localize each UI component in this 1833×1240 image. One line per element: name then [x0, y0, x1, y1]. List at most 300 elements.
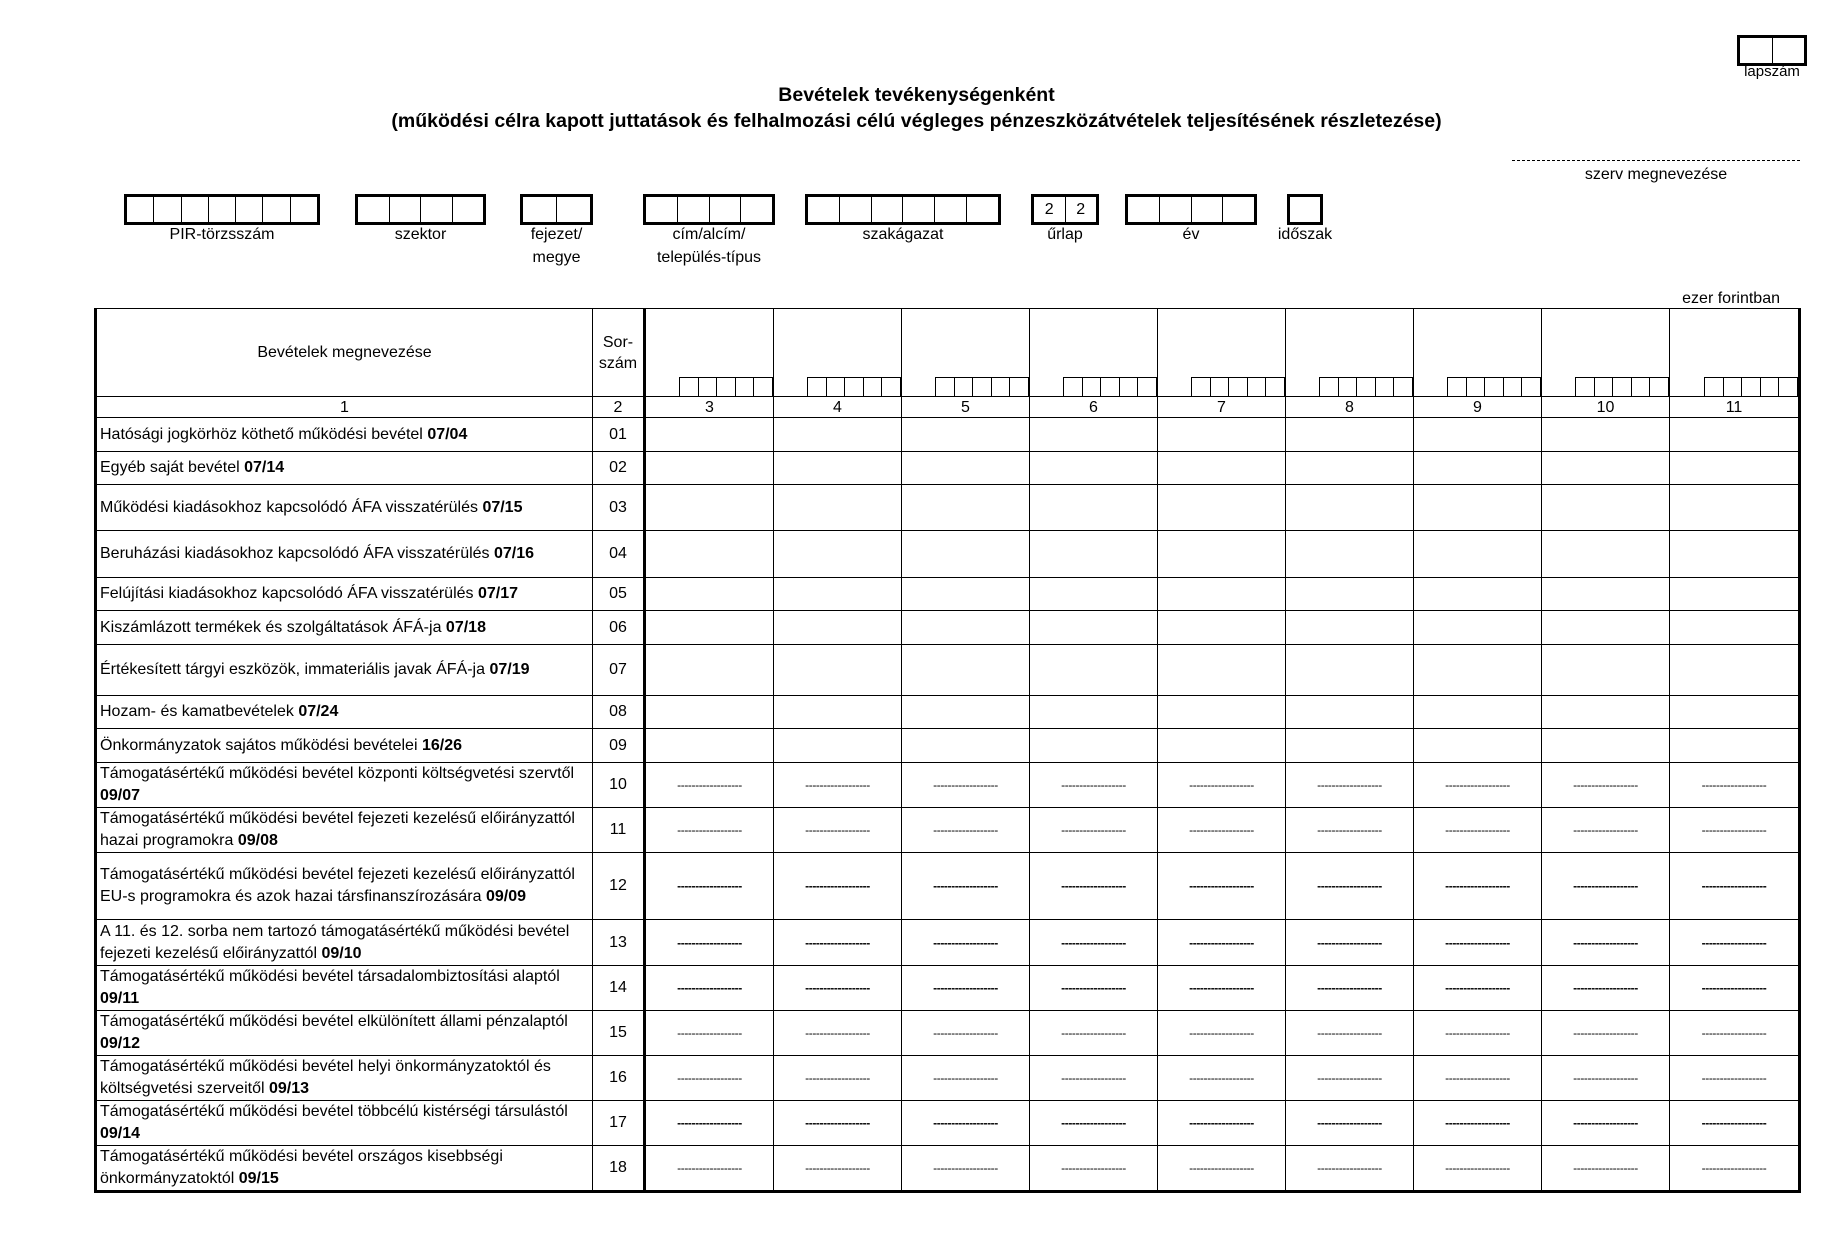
page-number-label: lapszám: [1744, 63, 1800, 80]
row-name-text: Felújítási kiadásokhoz kapcsolódó ÁFA visszatérülés: [100, 585, 474, 602]
column-number-row: [96, 397, 1800, 418]
value-cell: [1030, 1056, 1158, 1101]
value-cell[interactable]: [1030, 531, 1158, 578]
value-cell[interactable]: [1414, 696, 1542, 729]
not-applicable-dash: ------------------: [1061, 1071, 1126, 1085]
value-cell[interactable]: [1286, 452, 1414, 485]
value-cell: [1286, 1101, 1414, 1146]
row-name: [96, 966, 593, 1011]
not-applicable-dash: ------------------: [1701, 1071, 1767, 1085]
value-cell[interactable]: [1286, 696, 1414, 729]
value-cell: [1158, 1146, 1286, 1192]
value-cell: [1414, 1056, 1542, 1101]
value-cell[interactable]: [1414, 452, 1542, 485]
not-applicable-dash: ------------------: [805, 879, 870, 893]
not-applicable-dash: ------------------: [805, 1026, 870, 1040]
value-cell: [1670, 808, 1800, 853]
cim-box[interactable]: [643, 194, 775, 225]
not-applicable-dash: ------------------: [1061, 879, 1126, 893]
table-row: [96, 763, 1800, 808]
not-applicable-dash: ------------------: [1573, 1071, 1638, 1085]
value-cell: [1670, 920, 1800, 966]
table-row: [96, 808, 1800, 853]
ev-box[interactable]: [1125, 194, 1257, 225]
value-cell: [645, 920, 774, 966]
col-code-header[interactable]: [1670, 309, 1800, 397]
value-cell[interactable]: [1030, 729, 1158, 763]
col-code-header[interactable]: [902, 309, 1030, 397]
row-number: 10: [593, 763, 645, 808]
value-cell[interactable]: [1286, 531, 1414, 578]
value-cell: [902, 763, 1030, 808]
value-cell: [645, 966, 774, 1011]
value-cell[interactable]: [1414, 485, 1542, 531]
not-applicable-dash: ------------------: [805, 981, 870, 995]
value-cell: [1542, 808, 1670, 853]
value-cell[interactable]: [1542, 696, 1670, 729]
row-name: [96, 485, 593, 531]
value-cell[interactable]: [1030, 611, 1158, 645]
not-applicable-dash: ------------------: [1061, 823, 1126, 837]
not-applicable-dash: ------------------: [1189, 1161, 1254, 1175]
not-applicable-dash: ------------------: [1189, 1026, 1254, 1040]
page-number-digit[interactable]: [1773, 38, 1805, 63]
row-code: 16/26: [421, 736, 462, 754]
value-cell[interactable]: [1158, 531, 1286, 578]
not-applicable-dash: ------------------: [677, 1116, 742, 1130]
urlap-label: űrlap: [1047, 226, 1083, 243]
value-cell[interactable]: [1030, 452, 1158, 485]
row-name: [96, 1146, 593, 1192]
value-cell[interactable]: [1030, 645, 1158, 696]
value-cell[interactable]: [1414, 645, 1542, 696]
not-applicable-dash: ------------------: [1445, 823, 1510, 837]
value-cell: [1286, 853, 1414, 920]
szektor-box[interactable]: [355, 194, 486, 225]
not-applicable-dash: ------------------: [677, 1161, 742, 1175]
table-row: [96, 485, 1800, 531]
row-code: 07/19: [489, 661, 530, 678]
value-cell[interactable]: [1542, 418, 1670, 452]
value-cell[interactable]: [1414, 729, 1542, 763]
value-cell: [1158, 920, 1286, 966]
table-row: [96, 966, 1800, 1011]
value-cell[interactable]: [645, 611, 774, 645]
value-cell[interactable]: [902, 645, 1030, 696]
not-applicable-dash: ------------------: [1317, 1071, 1382, 1085]
value-cell: [1414, 920, 1542, 966]
value-cell: [1414, 808, 1542, 853]
not-applicable-dash: ------------------: [677, 1026, 742, 1040]
value-cell: [1542, 1011, 1670, 1056]
not-applicable-dash: ------------------: [1573, 1161, 1638, 1175]
value-cell: [1542, 1056, 1670, 1101]
not-applicable-dash: ------------------: [933, 981, 998, 995]
szakagazat-box[interactable]: [805, 194, 1001, 225]
value-cell: [1286, 966, 1414, 1011]
table-row: [96, 729, 1800, 763]
column-number: 6: [1030, 397, 1158, 418]
not-applicable-dash: ------------------: [1061, 778, 1126, 792]
row-name: [96, 578, 593, 611]
value-cell[interactable]: [774, 645, 902, 696]
value-cell[interactable]: [1158, 611, 1286, 645]
not-applicable-dash: ------------------: [677, 879, 742, 893]
row-number: 05: [593, 578, 645, 611]
value-cell[interactable]: [1542, 611, 1670, 645]
value-cell[interactable]: [774, 452, 902, 485]
row-code: 09/09: [485, 888, 526, 905]
not-applicable-dash: ------------------: [1573, 981, 1638, 995]
not-applicable-dash: ------------------: [933, 879, 998, 893]
value-cell[interactable]: [1286, 485, 1414, 531]
not-applicable-dash: ------------------: [1445, 981, 1510, 995]
value-cell: [774, 808, 902, 853]
col-code-header[interactable]: [1030, 309, 1158, 397]
value-cell: [774, 1101, 902, 1146]
not-applicable-dash: ------------------: [1317, 1026, 1382, 1040]
value-cell[interactable]: [902, 485, 1030, 531]
not-applicable-dash: ------------------: [677, 935, 742, 950]
not-applicable-dash: ------------------: [1189, 935, 1254, 950]
pir-box[interactable]: [124, 194, 320, 225]
value-cell: [774, 1146, 902, 1192]
not-applicable-dash: ------------------: [933, 1161, 998, 1175]
value-cell: [1030, 920, 1158, 966]
value-cell: [902, 1056, 1030, 1101]
value-cell: [1286, 1056, 1414, 1101]
value-cell[interactable]: [902, 696, 1030, 729]
fejezet-box[interactable]: [520, 194, 593, 225]
row-name: [96, 452, 593, 485]
table-row: [96, 452, 1800, 485]
value-cell[interactable]: [645, 485, 774, 531]
value-cell: [1542, 966, 1670, 1011]
not-applicable-dash: ------------------: [1189, 778, 1254, 792]
row-number: 08: [593, 696, 645, 729]
not-applicable-dash: ------------------: [933, 823, 998, 837]
value-cell: [1670, 1101, 1800, 1146]
value-cell: [1030, 1146, 1158, 1192]
value-cell[interactable]: [902, 418, 1030, 452]
not-applicable-dash: ------------------: [1573, 1116, 1638, 1130]
value-cell[interactable]: [1158, 645, 1286, 696]
not-applicable-dash: ------------------: [1445, 1161, 1510, 1175]
telepules-label: település-típus: [656, 249, 762, 266]
row-code: 07/16: [494, 545, 535, 562]
value-cell[interactable]: [645, 452, 774, 485]
value-cell[interactable]: [1670, 578, 1800, 611]
value-cell[interactable]: [902, 452, 1030, 485]
table-row: [96, 920, 1800, 966]
row-name-text: Támogatásértékű működési bevétel társadalombiztosítási alaptól: [100, 968, 560, 985]
not-applicable-dash: ------------------: [1445, 1071, 1510, 1085]
value-cell: [645, 763, 774, 808]
value-cell[interactable]: [902, 729, 1030, 763]
value-cell: [645, 853, 774, 920]
value-cell[interactable]: [1542, 578, 1670, 611]
table-row: [96, 1146, 1800, 1192]
value-cell[interactable]: [774, 418, 902, 452]
value-cell[interactable]: [1030, 578, 1158, 611]
not-applicable-dash: ------------------: [1701, 981, 1767, 995]
not-applicable-dash: ------------------: [1573, 879, 1638, 893]
table-row: [96, 1011, 1800, 1056]
value-cell[interactable]: [902, 578, 1030, 611]
value-cell: [1158, 1101, 1286, 1146]
szakagazat-label: szakágazat: [862, 226, 944, 243]
value-cell[interactable]: [1158, 696, 1286, 729]
row-name: [96, 531, 593, 578]
value-cell[interactable]: [645, 645, 774, 696]
not-applicable-dash: ------------------: [1061, 1116, 1126, 1130]
value-cell[interactable]: [1414, 418, 1542, 452]
row-name: [96, 808, 593, 853]
value-cell[interactable]: [1286, 729, 1414, 763]
not-applicable-dash: ------------------: [805, 823, 870, 837]
value-cell[interactable]: [774, 696, 902, 729]
value-cell[interactable]: [1286, 645, 1414, 696]
not-applicable-dash: ------------------: [1445, 778, 1510, 792]
value-cell[interactable]: [1414, 531, 1542, 578]
not-applicable-dash: ------------------: [1573, 935, 1638, 950]
value-cell: [1158, 763, 1286, 808]
value-cell[interactable]: [1542, 531, 1670, 578]
value-cell: [1030, 1011, 1158, 1056]
value-cell[interactable]: [1158, 452, 1286, 485]
value-cell: [1414, 1146, 1542, 1192]
col-code-header[interactable]: [1542, 309, 1670, 397]
not-applicable-dash: ------------------: [933, 1026, 998, 1040]
value-cell: [902, 966, 1030, 1011]
value-cell[interactable]: [1030, 485, 1158, 531]
value-cell: [1542, 1101, 1670, 1146]
value-cell[interactable]: [774, 578, 902, 611]
row-name: [96, 763, 593, 808]
not-applicable-dash: ------------------: [1189, 879, 1254, 893]
value-cell[interactable]: [1542, 452, 1670, 485]
row-number: 17: [593, 1101, 645, 1146]
col-code-header[interactable]: [774, 309, 902, 397]
not-applicable-dash: ------------------: [933, 1071, 998, 1085]
value-cell: [774, 966, 902, 1011]
org-name-line[interactable]: [1512, 160, 1800, 161]
value-cell[interactable]: [1670, 485, 1800, 531]
not-applicable-dash: ------------------: [677, 778, 742, 792]
col-code-header[interactable]: [1158, 309, 1286, 397]
value-cell[interactable]: [1414, 578, 1542, 611]
not-applicable-dash: ------------------: [1189, 1116, 1254, 1130]
row-number: 03: [593, 485, 645, 531]
row-name-text: Hatósági jogkörhöz köthető működési bevétel: [100, 425, 423, 443]
row-name-text: Támogatásértékű működési bevétel országos kisebbségi önkormányzatoktól: [100, 1148, 503, 1187]
row-name-text: Támogatásértékű működési bevétel központi költségvetési szervtől: [100, 765, 575, 782]
row-number: 04: [593, 531, 645, 578]
value-cell: [1542, 763, 1670, 808]
value-cell: [1414, 763, 1542, 808]
not-applicable-dash: ------------------: [1701, 879, 1767, 893]
column-number: 9: [1414, 397, 1542, 418]
row-name-text: Kiszámlázott termékek és szolgáltatások ÁFÁ-ja: [100, 618, 442, 636]
value-cell[interactable]: [1286, 418, 1414, 452]
value-cell: [1286, 763, 1414, 808]
column-number: 2: [593, 397, 645, 418]
value-cell[interactable]: [1670, 729, 1800, 763]
not-applicable-dash: ------------------: [933, 778, 998, 792]
col2-header: [593, 309, 645, 397]
value-cell[interactable]: [774, 531, 902, 578]
row-name-text: Támogatásértékű működési bevétel többcélú kistérségi társulástól: [100, 1103, 568, 1120]
szektor-label: szektor: [394, 226, 447, 243]
column-number: 11: [1670, 397, 1800, 418]
value-cell: [1414, 853, 1542, 920]
col2-header-line1: Sor-: [602, 333, 634, 351]
row-number: 13: [593, 920, 645, 966]
table-row: [96, 645, 1800, 696]
table-row: [96, 418, 1800, 452]
column-number: 10: [1542, 397, 1670, 418]
not-applicable-dash: ------------------: [1445, 1116, 1510, 1130]
row-name: [96, 853, 593, 920]
not-applicable-dash: ------------------: [1317, 1116, 1382, 1130]
column-number: 4: [774, 397, 902, 418]
row-code: 07/04: [427, 425, 468, 443]
value-cell: [1158, 853, 1286, 920]
row-code: 07/18: [445, 618, 486, 636]
ev-label: év: [1182, 226, 1200, 243]
value-cell[interactable]: [1158, 729, 1286, 763]
value-cell[interactable]: [1670, 531, 1800, 578]
value-cell[interactable]: [1670, 696, 1800, 729]
row-number: 06: [593, 611, 645, 645]
row-code: 09/15: [238, 1170, 279, 1187]
value-cell[interactable]: [1158, 418, 1286, 452]
value-cell: [1158, 1056, 1286, 1101]
table-row: [96, 531, 1800, 578]
value-cell: [1030, 808, 1158, 853]
value-cell: [1670, 853, 1800, 920]
value-cell: [1542, 1146, 1670, 1192]
value-cell: [1158, 1011, 1286, 1056]
value-cell: [1286, 920, 1414, 966]
value-cell: [1286, 1011, 1414, 1056]
not-applicable-dash: ------------------: [1445, 935, 1510, 950]
value-cell: [1030, 763, 1158, 808]
value-cell[interactable]: [645, 578, 774, 611]
not-applicable-dash: ------------------: [677, 981, 742, 995]
row-name: [96, 645, 593, 696]
value-cell[interactable]: [774, 485, 902, 531]
row-name-text: Működési kiadásokhoz kapcsolódó ÁFA visszatérülés: [100, 498, 478, 516]
col-code-header[interactable]: [1414, 309, 1542, 397]
value-cell[interactable]: [1670, 452, 1800, 485]
not-applicable-dash: ------------------: [1573, 1026, 1638, 1040]
value-cell[interactable]: [1542, 645, 1670, 696]
not-applicable-dash: ------------------: [805, 1116, 870, 1130]
not-applicable-dash: ------------------: [805, 935, 870, 950]
value-cell: [1158, 966, 1286, 1011]
row-code: 07/17: [477, 585, 519, 602]
table-row: [96, 853, 1800, 920]
col2-header-line2: szám: [598, 354, 638, 372]
row-name: [96, 696, 593, 729]
value-cell[interactable]: [1414, 611, 1542, 645]
row-number: 02: [593, 452, 645, 485]
value-cell[interactable]: [1030, 418, 1158, 452]
value-cell[interactable]: [774, 729, 902, 763]
value-cell: [1414, 1101, 1542, 1146]
value-cell[interactable]: [1670, 418, 1800, 452]
value-cell[interactable]: [1542, 729, 1670, 763]
value-cell[interactable]: [1158, 578, 1286, 611]
row-name-text: Értékesített tárgyi eszközök, immateriális javak ÁFÁ-ja: [100, 661, 486, 678]
row-code: 09/12: [100, 1035, 141, 1052]
column-number: 5: [902, 397, 1030, 418]
value-cell: [902, 1011, 1030, 1056]
value-cell: [1030, 966, 1158, 1011]
value-cell: [774, 1056, 902, 1101]
value-cell: [645, 1011, 774, 1056]
value-cell[interactable]: [1286, 611, 1414, 645]
value-cell: [774, 763, 902, 808]
value-cell[interactable]: [1670, 645, 1800, 696]
header-row: [96, 309, 1800, 397]
value-cell[interactable]: [1670, 611, 1800, 645]
col-code-header[interactable]: [645, 309, 774, 397]
value-cell[interactable]: [645, 418, 774, 452]
fejezet-label: fejezet/: [530, 226, 583, 243]
row-number: 18: [593, 1146, 645, 1192]
row-code: 07/15: [482, 498, 523, 516]
value-cell[interactable]: [1286, 578, 1414, 611]
row-number: 12: [593, 853, 645, 920]
row-name: [96, 729, 593, 763]
row-code: 09/13: [268, 1080, 310, 1097]
unit-label: ezer forintban: [1682, 290, 1780, 307]
form-subtitle: (működési célra kapott juttatások és felhalmozási célú végleges pénzeszközátvételek teljesítésének részletezése): [391, 110, 1442, 132]
form-title: Bevételek tevékenységenként: [778, 84, 1055, 106]
not-applicable-dash: ------------------: [1701, 823, 1767, 837]
value-cell: [774, 920, 902, 966]
value-cell: [902, 1101, 1030, 1146]
value-cell: [1670, 966, 1800, 1011]
not-applicable-dash: ------------------: [1189, 981, 1254, 995]
value-cell[interactable]: [645, 696, 774, 729]
pir-label: PIR-törzsszám: [169, 226, 275, 243]
idoszak-box[interactable]: [1287, 194, 1323, 225]
row-name: [96, 1101, 593, 1146]
value-cell[interactable]: [902, 531, 1030, 578]
not-applicable-dash: ------------------: [1317, 823, 1382, 837]
not-applicable-dash: ------------------: [805, 1161, 870, 1175]
row-name-text: Támogatásértékű működési bevétel helyi önkormányzatoktól és költségvetési szerveitől: [100, 1058, 551, 1097]
value-cell[interactable]: [1030, 696, 1158, 729]
value-cell[interactable]: [1158, 485, 1286, 531]
value-cell[interactable]: [1542, 485, 1670, 531]
value-cell[interactable]: [774, 611, 902, 645]
not-applicable-dash: ------------------: [1317, 935, 1382, 950]
value-cell: [1542, 853, 1670, 920]
value-cell[interactable]: [902, 611, 1030, 645]
row-code: 07/24: [298, 703, 339, 720]
page-number-digit[interactable]: [1740, 38, 1773, 63]
not-applicable-dash: ------------------: [1701, 778, 1767, 792]
value-cell[interactable]: [645, 729, 774, 763]
value-cell: [1414, 1011, 1542, 1056]
not-applicable-dash: ------------------: [1445, 1026, 1510, 1040]
value-cell[interactable]: [645, 531, 774, 578]
col-code-header[interactable]: [1286, 309, 1414, 397]
